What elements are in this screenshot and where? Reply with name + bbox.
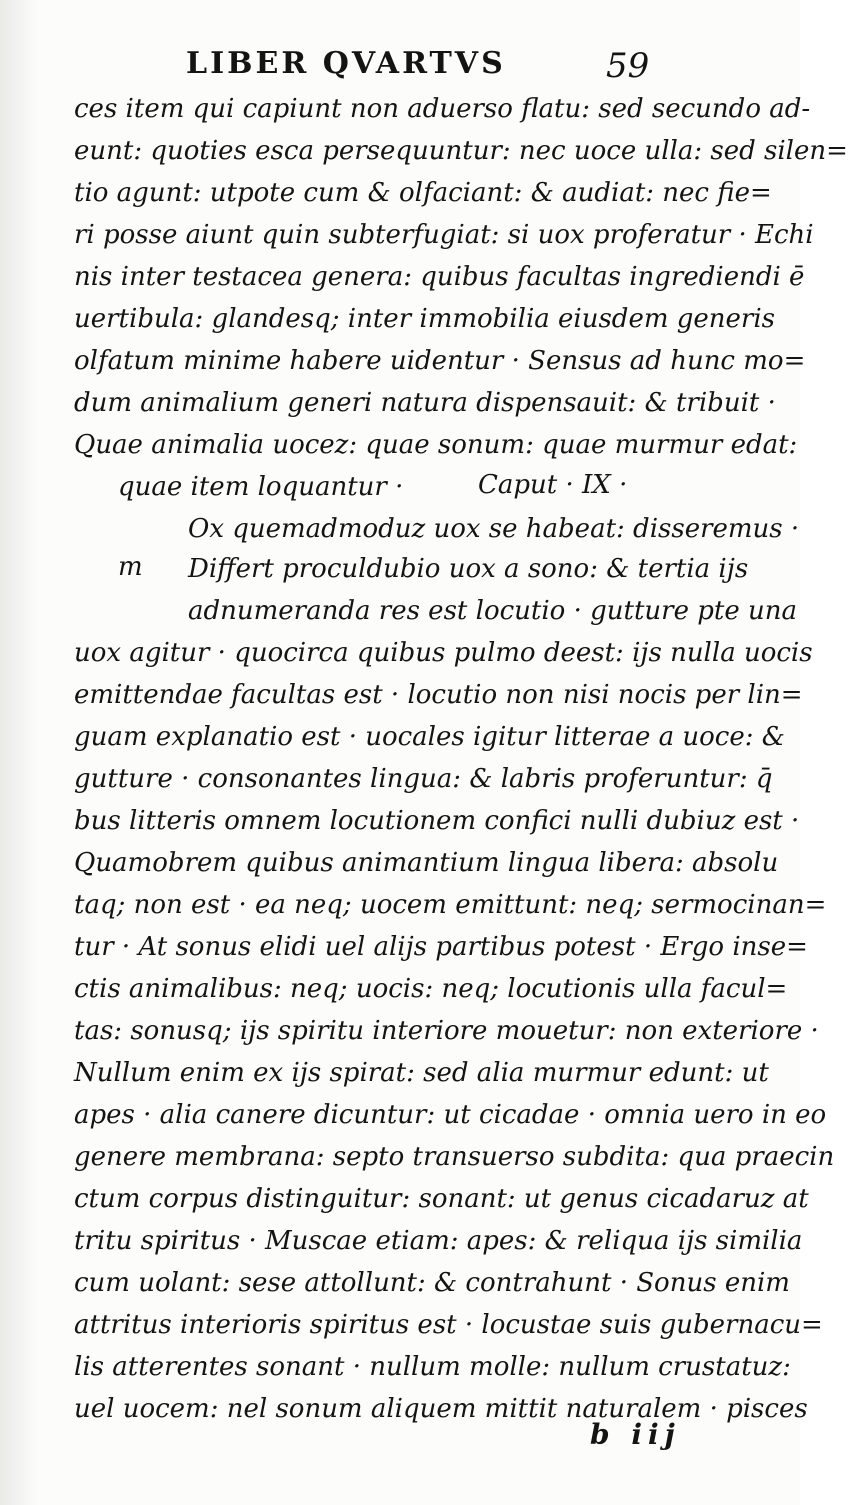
- text-line: nis inter testacea genera: quibus facultas ingrediendi ē: [74, 262, 805, 292]
- page-number: 59: [606, 46, 650, 86]
- scan-edge-shadow: [0, 0, 38, 1505]
- text-line: tas: sonusq; ijs spiritu interiore mouetur: non exteriore ·: [74, 1016, 819, 1046]
- text-line: tio agunt: utpote cum & olfaciant: & audiat: nec fie=: [74, 178, 772, 208]
- text-line: Quamobrem quibus animantium lingua libera: absolu: [74, 848, 779, 878]
- text-line: uertibula: glandesq; inter immobilia eiusdem generis: [74, 304, 776, 334]
- text-line: apes · alia canere dicuntur: ut cicadae · omnia uero in eo: [74, 1100, 827, 1130]
- text-line: uel uocem: nel sonum aliquem mittit naturalem · pisces: [74, 1394, 808, 1424]
- chapter-heading-line-2: quae item loquantur ·: [118, 472, 404, 502]
- text-line: tur · At sonus elidi uel alijs partibus potest · Ergo inse=: [74, 932, 808, 962]
- text-line: uox agitur · quocirca quibus pulmo deest: ijs nulla uocis: [74, 638, 813, 668]
- guide-letter: m: [118, 552, 143, 582]
- text-line: cum uolant: sese attollunt: & contrahunt · Sonus enim: [74, 1268, 790, 1298]
- text-line: ctum corpus distinguitur: sonant: ut genus cicadaruz at: [74, 1184, 809, 1214]
- text-line: taq; non est · ea neq; uocem emittunt: neq; sermocinan=: [74, 890, 827, 920]
- text-line: dum animalium generi natura dispensauit: & tribuit ·: [74, 388, 776, 418]
- text-line: guam explanatio est · uocales igitur litterae a uoce: &: [74, 722, 785, 752]
- text-line: ri posse aiunt quin subterfugiat: si uox proferatur · Echi: [74, 220, 814, 250]
- text-line: gutture · consonantes lingua: & labris proferuntur: q̄: [74, 764, 773, 794]
- text-line: emittendae facultas est · locutio non nisi nocis per lin=: [74, 680, 803, 710]
- text-line: Differt proculdubio uox a sono: & tertia ijs: [188, 554, 749, 584]
- chapter-label: Caput · IX ·: [478, 470, 628, 500]
- text-line: olfatum minime habere uidentur · Sensus ad hunc mo=: [74, 346, 806, 376]
- signature-mark: b iij: [590, 1418, 681, 1451]
- chapter-heading-line: Quae animalia uocez: quae sonum: quae murmur edat:: [74, 430, 798, 460]
- text-line: bus litteris omnem locutionem confici nulli dubiuz est ·: [74, 806, 800, 836]
- text-line: attritus interioris spiritus est · locustae suis gubernacu=: [74, 1310, 823, 1340]
- text-line: Nullum enim ex ijs spirat: sed alia murmur edunt: ut: [74, 1058, 769, 1088]
- text-line: eunt: quoties esca persequuntur: nec uoce ulla: sed silen=: [74, 136, 848, 166]
- text-line: ctis animalibus: neq; uocis: neq; locutionis ulla facul=: [74, 974, 788, 1004]
- text-line: Ox quemadmoduz uox se habeat: disseremus ·: [188, 514, 800, 544]
- text-line: tritu spiritus · Muscae etiam: apes: & reliqua ijs similia: [74, 1226, 803, 1256]
- text-line: genere membrana: septo transuerso subdita: qua praecin: [74, 1142, 835, 1172]
- text-line: lis atterentes sonant · nullum molle: nullum crustatuz:: [74, 1352, 791, 1382]
- running-title: LIBER QVARTVS: [186, 46, 506, 81]
- text-line: ces item qui capiunt non aduerso flatu: sed secundo ad-: [74, 94, 811, 124]
- text-line: adnumeranda res est locutio · gutture pte una: [188, 596, 797, 626]
